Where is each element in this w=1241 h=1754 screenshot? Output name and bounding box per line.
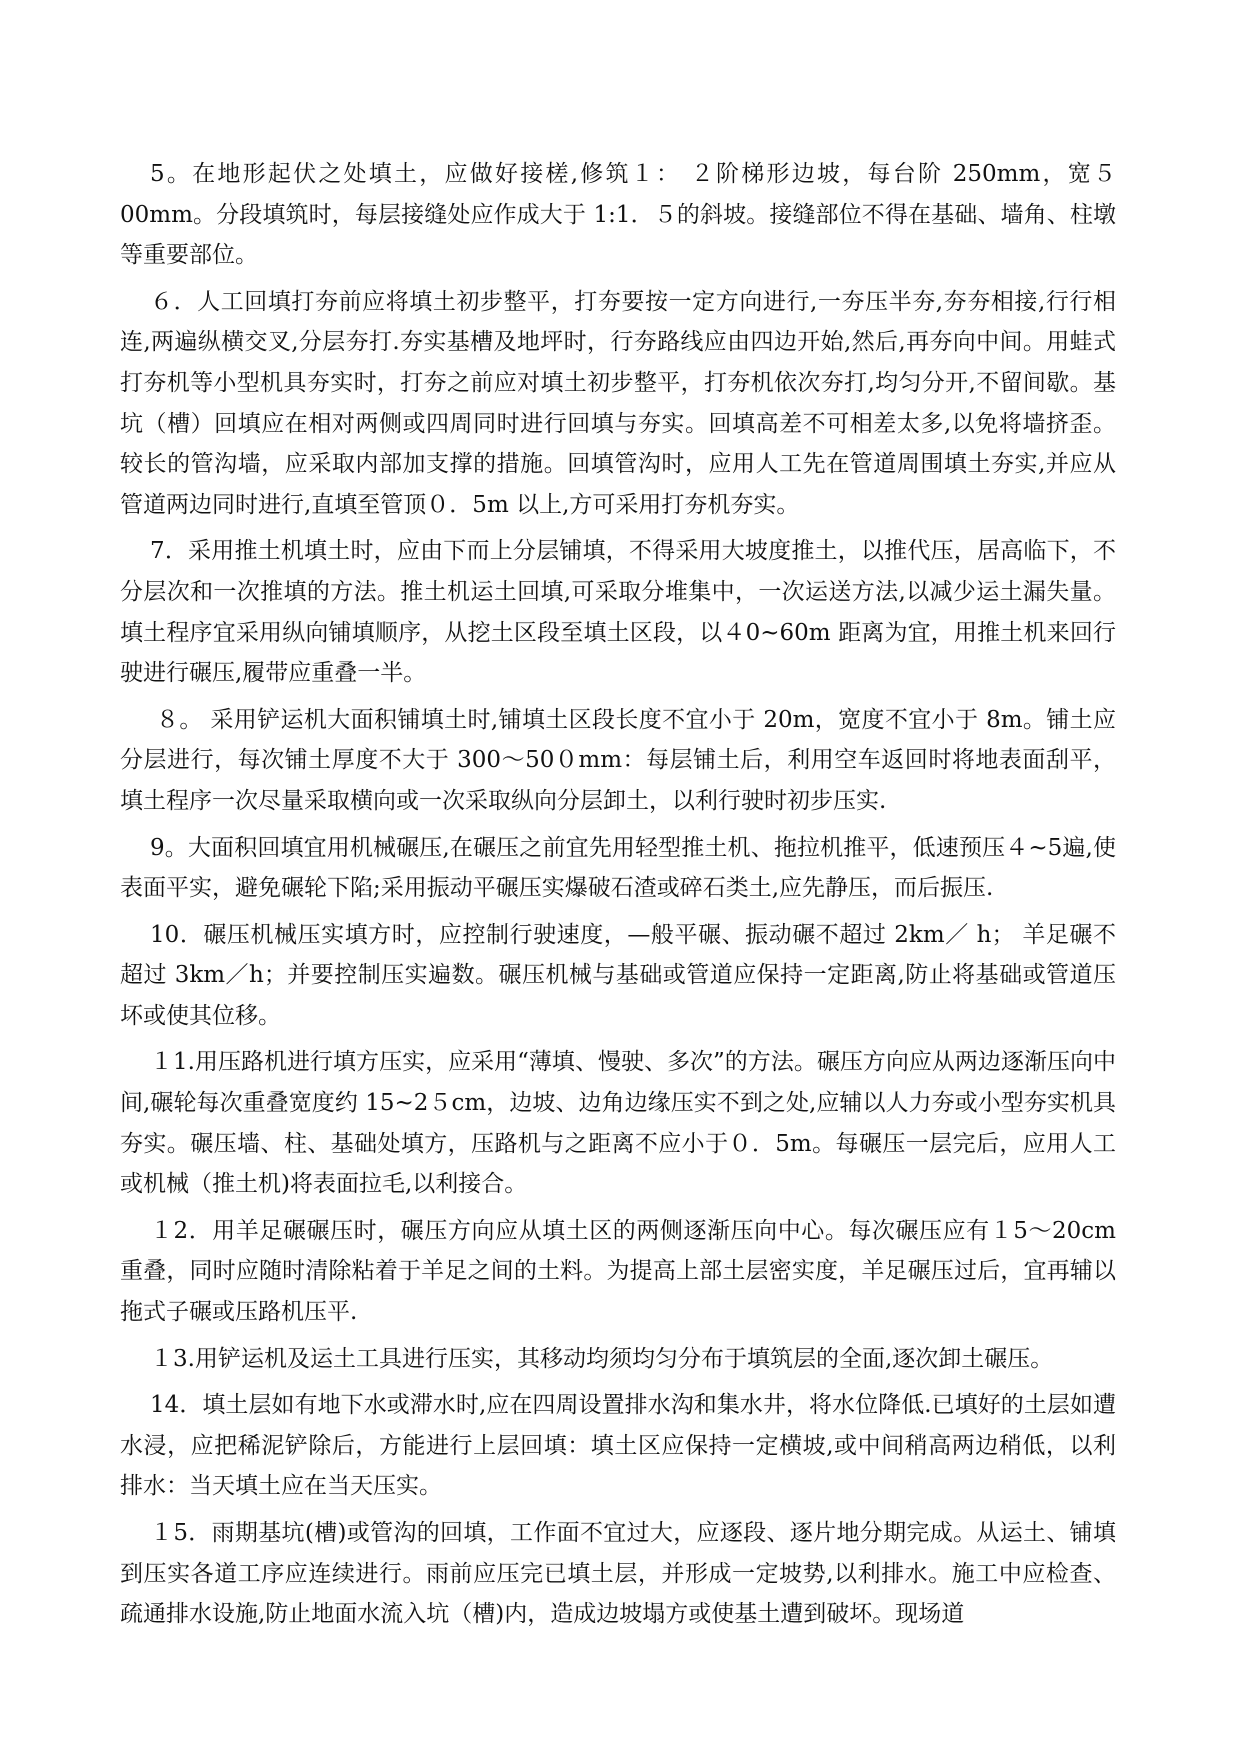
paragraph-14: 14．填土层如有地下水或滞水时,应在四周设置排水沟和集水井，将水位降低.已填好的土层如遭水浸，应把稀泥铲除后，方能进行上层回填：填土区应保持一定横坡,或中间稍高两边稍低，以利排水：当天填土应在当天压实。 bbox=[120, 1392, 1116, 1500]
paragraph-8: ８。 采用铲运机大面积铺填土时,铺填土区段长度不宜小于 20m，宽度不宜小于 8m。铺土应分层进行，每次铺土厚度不大于 300～50０mm：每层铺土后，利用空车返回时将地表面刮平，填土程序一次尽量采取横向或一次采取纵向分层卸土，以利行驶时初步压实. bbox=[120, 706, 1116, 814]
paragraph-9: 9。大面积回填宜用机械碾压,在碾压之前宜先用轻型推土机、拖拉机推平，低速预压４~5遍,使表面平实，避免碾轮下陷;采用振动平碾压实爆破石渣或碎石类土,应先静压，而后振压. bbox=[120, 834, 1116, 902]
paragraph-5: 5。在地形起伏之处填土，应做好接槎,修筑１： ２阶梯形边坡，每台阶 250mm，宽５00mm。分段填筑时，每层接缝处应作成大于 1:1．５的斜坡。接缝部位不得在基础、墙角、柱墩等重要部位。 bbox=[120, 161, 1116, 269]
paragraph-13: １3.用铲运机及运土工具进行压实，其移动均须均匀分布于填筑层的全面,逐次卸土碾压。 bbox=[150, 1345, 1054, 1372]
document-body bbox=[120, 154, 1116, 1641]
paragraph-7: 7．采用推土机填土时，应由下而上分层铺填，不得采用大坡度推土，以推代压，居高临下，不分层次和一次推填的方法。推土机运土回填,可采取分堆集中，一次运送方法,以减少运土漏失量。填土程序宜采用纵向铺填顺序，从挖土区段至填土区段，以４0~60m 距离为宜，用推土机来回行驶进行碾压,履带应重叠一半。 bbox=[120, 538, 1116, 687]
paragraph-12: １2．用羊足碾碾压时，碾压方向应从填土区的两侧逐渐压向中心。每次碾压应有１5～20cm 重叠，同时应随时清除粘着于羊足之间的土料。为提高上部土层密实度，羊足碾压过后，宜再辅以拖式子碾或压路机压平. bbox=[120, 1217, 1116, 1326]
paragraph-11: １1.用压路机进行填方压实，应采用“薄填、慢驶、多次”的方法。碾压方向应从两边逐渐压向中间,碾轮每次重叠宽度约 15~2５cm，边坡、边角边缘压实不到之处,应辅以人力夯或小型夯实机具夯实。碾压墙、柱、基础处填方，压路机与之距离不应小于０．5m。每碾压一层完后，应用人工或机械（推土机)将表面拉毛,以利接合。 bbox=[120, 1049, 1116, 1198]
paragraph-15: １5．雨期基坑(槽)或管沟的回填，工作面不宜过大，应逐段、逐片地分期完成。从运土、铺填到压实各道工序应连续进行。雨前应压完已填土层，并形成一定坡势,以利排水。施工中应检查、疏通排水设施,防止地面水流入坑（槽)内，造成边坡塌方或使基土遭到破坏。现场道 bbox=[120, 1520, 1116, 1628]
paragraph-6: ６．人工回填打夯前应将填土初步整平，打夯要按一定方向进行,一夯压半夯,夯夯相接,行行相连,两遍纵横交叉,分层夯打.夯实基槽及地坪时，行夯路线应由四边开始,然后,再夯向中间。用蛙式打夯机等小型机具夯实时，打夯之前应对填土初步整平，打夯机依次夯打,均匀分开,不留间歇。基坑（槽）回填应在相对两侧或四周同时进行回填与夯实。回填高差不可相差太多,以免将墙挤歪。较长的管沟墙，应采取内部加支撑的措施。回填管沟时，应用人工先在管道周围填土夯实,并应从管道两边同时进行,直填至管顶０．5m 以上,方可采用打夯机夯实。 bbox=[120, 288, 1116, 518]
paragraph-10: 10．碾压机械压实填方时，应控制行驶速度，—般平碾、振动碾不超过 2km／ h； 羊足碾不超过 3km／h；并要控制压实遍数。碾压机械与基础或管道应保持一定距离,防止将基础或管道压坏或使其位移。 bbox=[120, 921, 1116, 1029]
